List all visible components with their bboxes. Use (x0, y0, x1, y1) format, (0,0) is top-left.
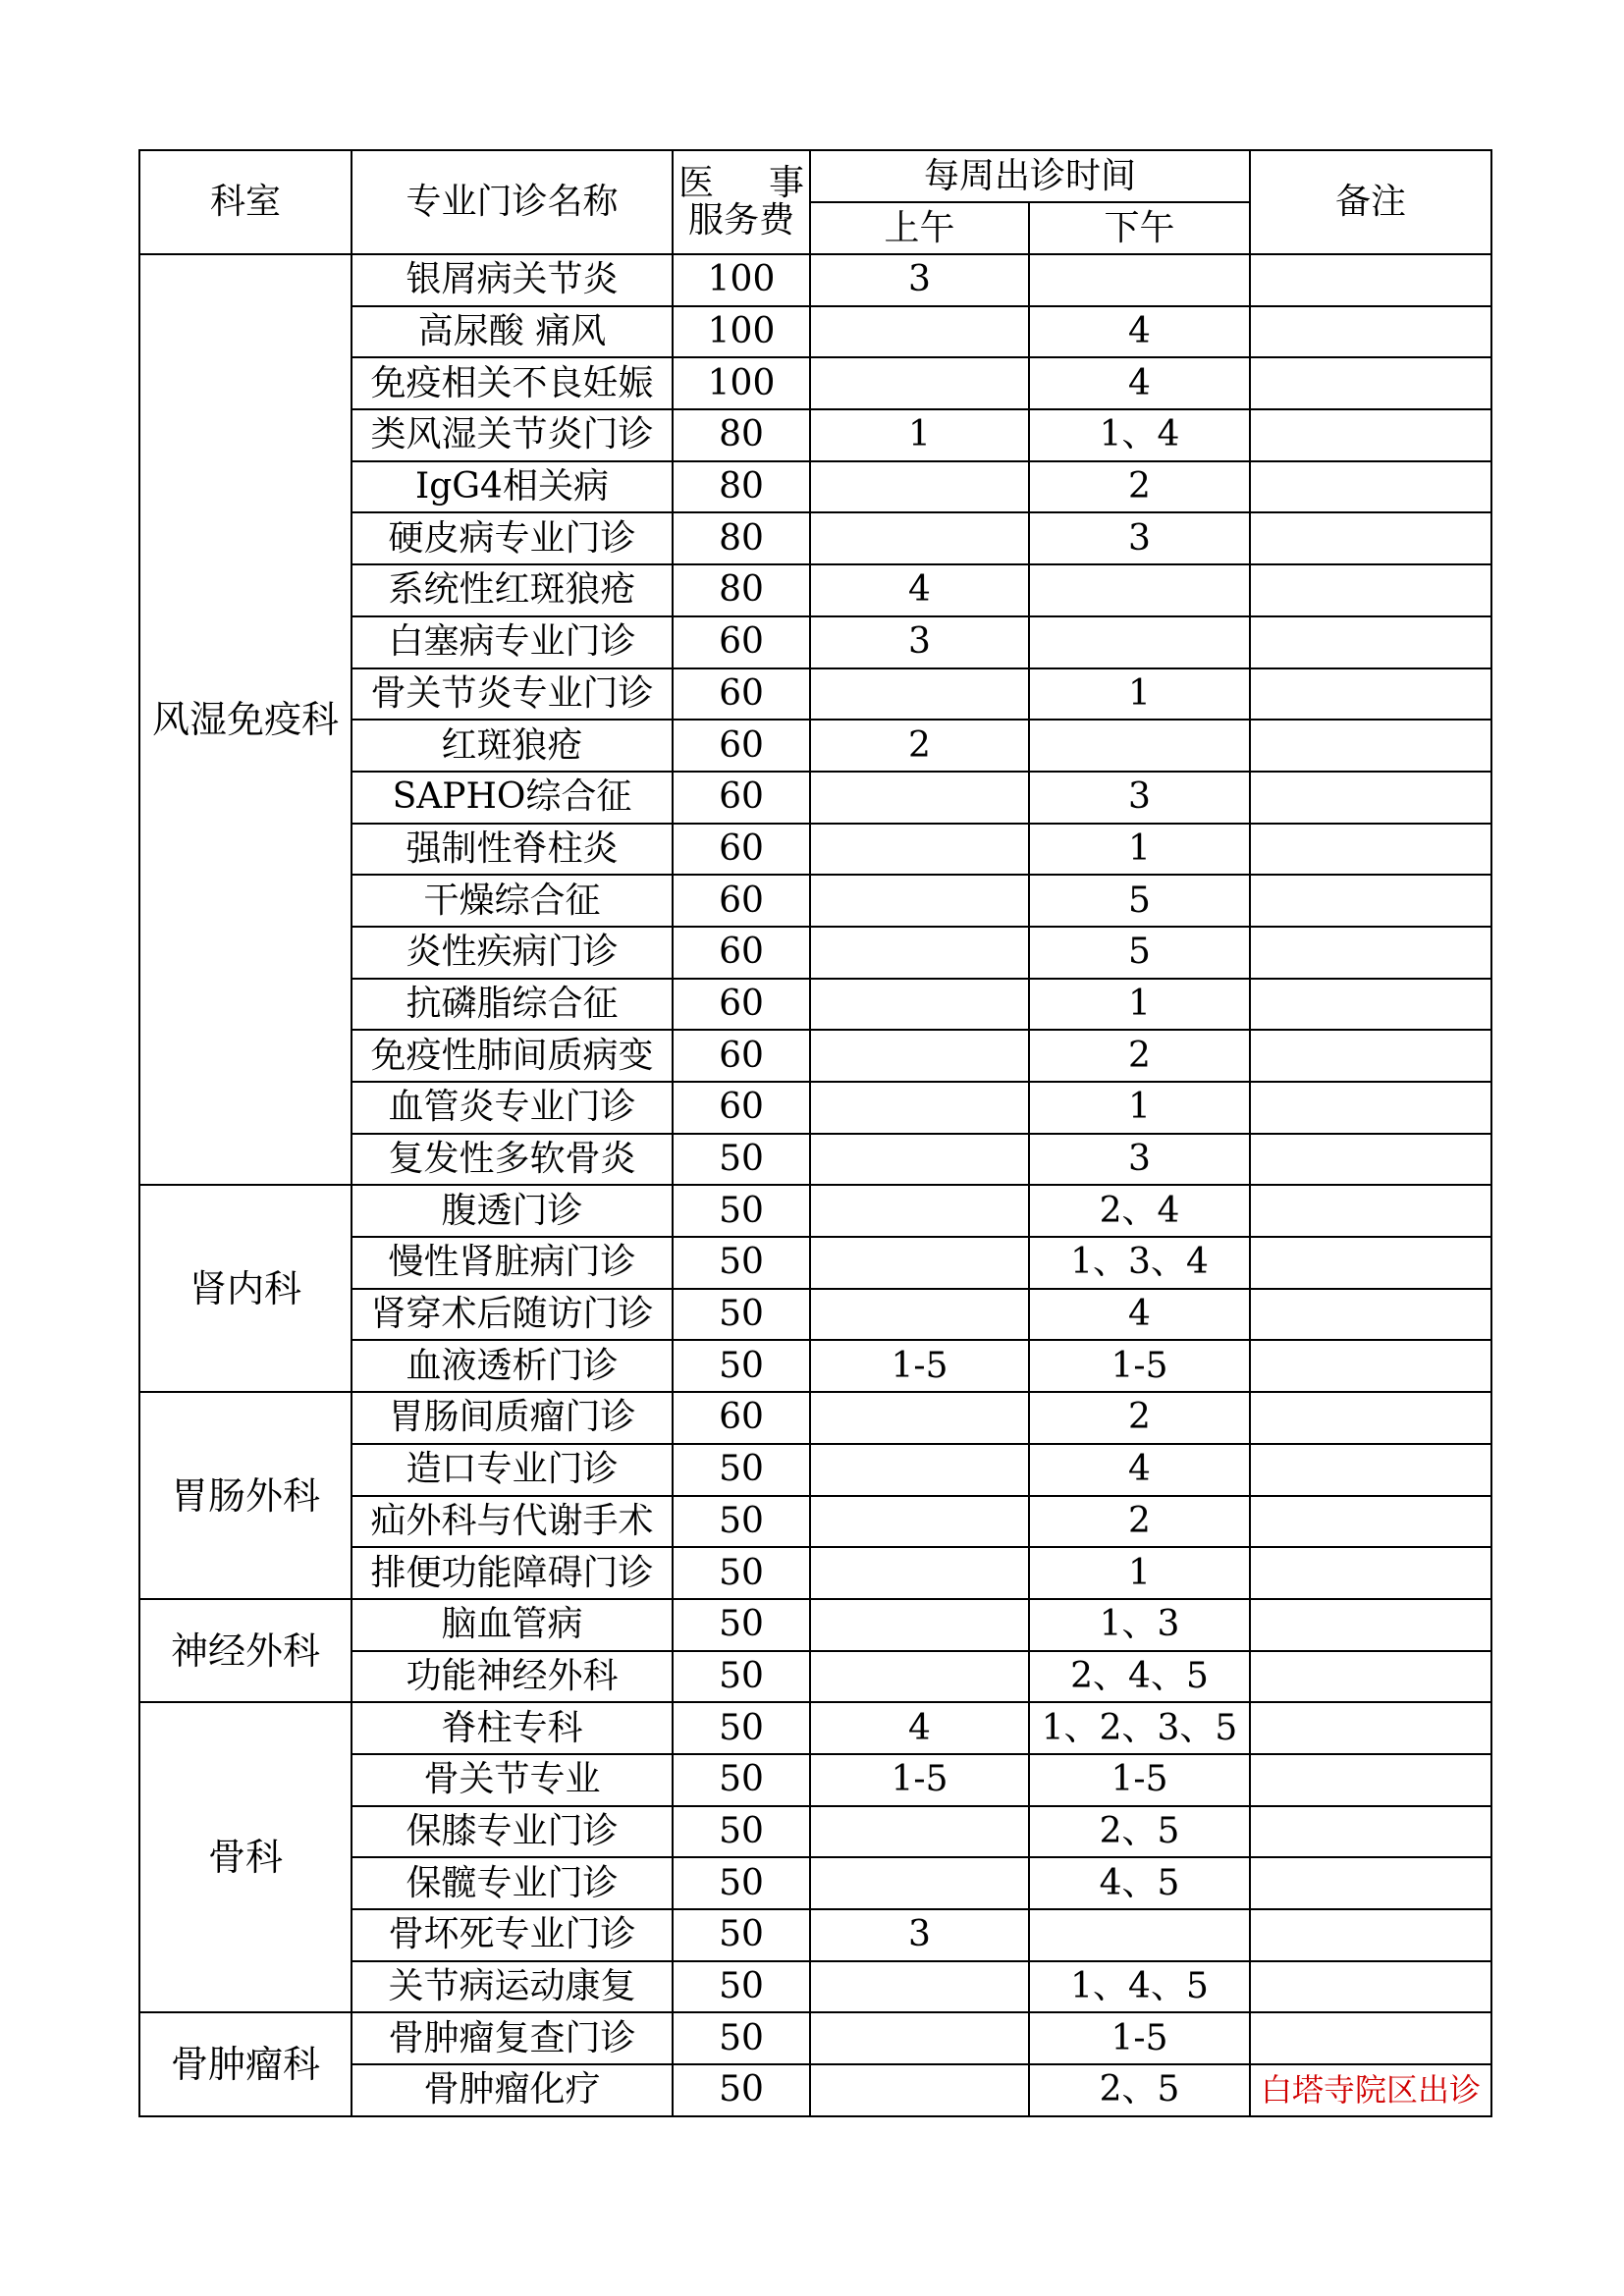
clinic-name: 免疫性肺间质病变 (352, 1030, 673, 1082)
morning-schedule (810, 1030, 1029, 1082)
service-fee: 60 (673, 875, 810, 927)
afternoon-schedule: 1 (1029, 1547, 1250, 1599)
note (1250, 1857, 1491, 1909)
afternoon-schedule (1029, 254, 1250, 306)
morning-schedule (810, 1134, 1029, 1186)
header-service-fee (673, 150, 810, 254)
note (1250, 357, 1491, 409)
clinic-name: 脑血管病 (352, 1599, 673, 1651)
service-fee: 50 (673, 1134, 810, 1186)
clinic-name: 功能神经外科 (352, 1651, 673, 1703)
morning-schedule: 4 (810, 564, 1029, 616)
note (1250, 1599, 1491, 1651)
morning-schedule (810, 1857, 1029, 1909)
note (1250, 824, 1491, 876)
afternoon-schedule: 1 (1029, 824, 1250, 876)
afternoon-schedule: 1-5 (1029, 2012, 1250, 2064)
clinic-name: 抗磷脂综合征 (352, 979, 673, 1031)
note (1250, 668, 1491, 721)
department-name: 胃肠外科 (139, 1392, 352, 1599)
service-fee: 80 (673, 461, 810, 513)
morning-schedule (810, 306, 1029, 358)
note (1250, 306, 1491, 358)
note (1250, 254, 1491, 306)
morning-schedule (810, 927, 1029, 979)
afternoon-schedule: 1-5 (1029, 1754, 1250, 1806)
note (1250, 2012, 1491, 2064)
department-name: 肾内科 (139, 1185, 352, 1392)
department-name: 风湿免疫科 (139, 254, 352, 1185)
clinic-name: 红斑狼疮 (352, 720, 673, 772)
header-afternoon: 下午 (1029, 202, 1250, 254)
service-fee: 50 (673, 1340, 810, 1392)
service-fee: 60 (673, 1082, 810, 1134)
note (1250, 1030, 1491, 1082)
note (1250, 1909, 1491, 1961)
afternoon-schedule (1029, 720, 1250, 772)
morning-schedule (810, 979, 1029, 1031)
clinic-name: 高尿酸 痛风 (352, 306, 673, 358)
service-fee: 50 (673, 1496, 810, 1548)
note (1250, 1444, 1491, 1496)
clinic-name: 血液透析门诊 (352, 1340, 673, 1392)
service-fee: 80 (673, 512, 810, 564)
note (1250, 720, 1491, 772)
afternoon-schedule: 2 (1029, 1030, 1250, 1082)
afternoon-schedule: 2、5 (1029, 2064, 1250, 2116)
header-dept: 科室 (139, 150, 352, 254)
afternoon-schedule: 1 (1029, 1082, 1250, 1134)
clinic-schedule-table (138, 149, 1492, 2117)
table-row (139, 254, 1491, 306)
morning-schedule: 3 (810, 1909, 1029, 1961)
header-fee-line-2: 服务费 (687, 200, 794, 240)
clinic-name: 骨肿瘤化疗 (352, 2064, 673, 2116)
morning-schedule (810, 772, 1029, 824)
service-fee: 60 (673, 616, 810, 668)
note (1250, 1651, 1491, 1703)
morning-schedule (810, 1961, 1029, 2013)
service-fee: 50 (673, 1444, 810, 1496)
note (1250, 1237, 1491, 1289)
clinic-name: 保膝专业门诊 (352, 1806, 673, 1858)
note (1250, 1185, 1491, 1237)
note (1250, 1082, 1491, 1134)
note (1250, 1702, 1491, 1754)
table-row (139, 2012, 1491, 2064)
afternoon-schedule (1029, 616, 1250, 668)
afternoon-schedule: 1、3 (1029, 1599, 1250, 1651)
morning-schedule (810, 1082, 1029, 1134)
service-fee: 60 (673, 1392, 810, 1444)
morning-schedule (810, 1806, 1029, 1858)
morning-schedule (810, 461, 1029, 513)
afternoon-schedule: 1、3、4 (1029, 1237, 1250, 1289)
service-fee: 50 (673, 1961, 810, 2013)
afternoon-schedule: 1-5 (1029, 1340, 1250, 1392)
morning-schedule: 3 (810, 616, 1029, 668)
afternoon-schedule: 4 (1029, 1444, 1250, 1496)
afternoon-schedule: 2、4 (1029, 1185, 1250, 1237)
morning-schedule (810, 357, 1029, 409)
table-header (139, 150, 1491, 254)
header-fee-char-1: 医 (677, 163, 714, 204)
morning-schedule (810, 668, 1029, 721)
note (1250, 1496, 1491, 1548)
service-fee: 60 (673, 1030, 810, 1082)
service-fee: 50 (673, 2012, 810, 2064)
clinic-name: 银屑病关节炎 (352, 254, 673, 306)
clinic-name: 炎性疾病门诊 (352, 927, 673, 979)
service-fee: 80 (673, 409, 810, 461)
afternoon-schedule: 2 (1029, 1496, 1250, 1548)
note (1250, 564, 1491, 616)
note (1250, 875, 1491, 927)
afternoon-schedule: 4 (1029, 1289, 1250, 1341)
clinic-name: 强制性脊柱炎 (352, 824, 673, 876)
morning-schedule (810, 1185, 1029, 1237)
clinic-name: 慢性肾脏病门诊 (352, 1237, 673, 1289)
afternoon-schedule: 1、2、3、5 (1029, 1702, 1250, 1754)
afternoon-schedule: 2、4、5 (1029, 1651, 1250, 1703)
clinic-name: 骨坏死专业门诊 (352, 1909, 673, 1961)
clinic-name: 腹透门诊 (352, 1185, 673, 1237)
clinic-name: SAPHO综合征 (352, 772, 673, 824)
clinic-name: 系统性红斑狼疮 (352, 564, 673, 616)
afternoon-schedule: 2、5 (1029, 1806, 1250, 1858)
table-row (139, 1392, 1491, 1444)
service-fee: 50 (673, 2064, 810, 2116)
afternoon-schedule: 2 (1029, 461, 1250, 513)
morning-schedule: 1-5 (810, 1340, 1029, 1392)
afternoon-schedule: 1 (1029, 979, 1250, 1031)
clinic-name: 脊柱专科 (352, 1702, 673, 1754)
morning-schedule (810, 824, 1029, 876)
note (1250, 1392, 1491, 1444)
morning-schedule: 1 (810, 409, 1029, 461)
department-name: 骨肿瘤科 (139, 2012, 352, 2115)
morning-schedule (810, 875, 1029, 927)
afternoon-schedule: 2 (1029, 1392, 1250, 1444)
clinic-name: 骨关节炎专业门诊 (352, 668, 673, 721)
clinic-name: 类风湿关节炎门诊 (352, 409, 673, 461)
service-fee: 50 (673, 1289, 810, 1341)
department-name: 神经外科 (139, 1599, 352, 1702)
department-name: 骨科 (139, 1702, 352, 2012)
clinic-name: 复发性多软骨炎 (352, 1134, 673, 1186)
clinic-name: 疝外科与代谢手术 (352, 1496, 673, 1548)
service-fee: 60 (673, 720, 810, 772)
clinic-name: 干燥综合征 (352, 875, 673, 927)
afternoon-schedule: 4、5 (1029, 1857, 1250, 1909)
afternoon-schedule: 1 (1029, 668, 1250, 721)
note (1250, 1547, 1491, 1599)
clinic-name: 保髋专业门诊 (352, 1857, 673, 1909)
morning-schedule: 4 (810, 1702, 1029, 1754)
morning-schedule (810, 1289, 1029, 1341)
service-fee: 50 (673, 1651, 810, 1703)
service-fee: 50 (673, 1547, 810, 1599)
morning-schedule: 2 (810, 720, 1029, 772)
table-body (139, 254, 1491, 2116)
morning-schedule (810, 1444, 1029, 1496)
afternoon-schedule (1029, 1909, 1250, 1961)
service-fee: 100 (673, 254, 810, 306)
clinic-name: 胃肠间质瘤门诊 (352, 1392, 673, 1444)
header-weekly-schedule: 每周出诊时间 (810, 150, 1250, 202)
service-fee: 60 (673, 927, 810, 979)
table-row (139, 1185, 1491, 1237)
service-fee: 60 (673, 772, 810, 824)
service-fee: 50 (673, 1237, 810, 1289)
service-fee: 80 (673, 564, 810, 616)
afternoon-schedule: 1、4、5 (1029, 1961, 1250, 2013)
morning-schedule: 3 (810, 254, 1029, 306)
header-morning: 上午 (810, 202, 1029, 254)
note (1250, 1806, 1491, 1858)
table-row (139, 1599, 1491, 1651)
service-fee: 100 (673, 306, 810, 358)
afternoon-schedule: 1、4 (1029, 409, 1250, 461)
morning-schedule (810, 2012, 1029, 2064)
afternoon-schedule: 4 (1029, 306, 1250, 358)
note (1250, 1754, 1491, 1806)
service-fee: 50 (673, 1806, 810, 1858)
morning-schedule (810, 1392, 1029, 1444)
afternoon-schedule: 3 (1029, 1134, 1250, 1186)
morning-schedule (810, 1599, 1029, 1651)
morning-schedule (810, 1496, 1029, 1548)
service-fee: 50 (673, 1702, 810, 1754)
clinic-name: 血管炎专业门诊 (352, 1082, 673, 1134)
table-row (139, 1702, 1491, 1754)
note (1250, 1289, 1491, 1341)
service-fee: 50 (673, 1599, 810, 1651)
afternoon-schedule: 5 (1029, 927, 1250, 979)
clinic-name: 硬皮病专业门诊 (352, 512, 673, 564)
note (1250, 772, 1491, 824)
note (1250, 1340, 1491, 1392)
service-fee: 60 (673, 979, 810, 1031)
service-fee: 50 (673, 1754, 810, 1806)
clinic-name: 造口专业门诊 (352, 1444, 673, 1496)
clinic-name: IgG4相关病 (352, 461, 673, 513)
header-note: 备注 (1250, 150, 1491, 254)
note: 白塔寺院区出诊 (1250, 2064, 1491, 2116)
clinic-name: 关节病运动康复 (352, 1961, 673, 2013)
afternoon-schedule: 4 (1029, 357, 1250, 409)
morning-schedule (810, 1237, 1029, 1289)
note (1250, 1961, 1491, 2013)
note (1250, 461, 1491, 513)
service-fee: 60 (673, 668, 810, 721)
clinic-name: 骨肿瘤复查门诊 (352, 2012, 673, 2064)
morning-schedule (810, 2064, 1029, 2116)
service-fee: 60 (673, 824, 810, 876)
morning-schedule (810, 1547, 1029, 1599)
note (1250, 512, 1491, 564)
morning-schedule (810, 512, 1029, 564)
note (1250, 1134, 1491, 1186)
morning-schedule (810, 1651, 1029, 1703)
service-fee: 100 (673, 357, 810, 409)
morning-schedule: 1-5 (810, 1754, 1029, 1806)
afternoon-schedule: 5 (1029, 875, 1250, 927)
note (1250, 409, 1491, 461)
service-fee: 50 (673, 1185, 810, 1237)
clinic-name: 排便功能障碍门诊 (352, 1547, 673, 1599)
service-fee: 50 (673, 1857, 810, 1909)
clinic-name: 肾穿术后随访门诊 (352, 1289, 673, 1341)
header-clinic-name: 专业门诊名称 (352, 150, 673, 254)
note (1250, 979, 1491, 1031)
afternoon-schedule: 3 (1029, 512, 1250, 564)
note (1250, 616, 1491, 668)
header-fee-char-2: 事 (769, 163, 805, 204)
note (1250, 927, 1491, 979)
afternoon-schedule (1029, 564, 1250, 616)
afternoon-schedule: 3 (1029, 772, 1250, 824)
clinic-name: 免疫相关不良妊娠 (352, 357, 673, 409)
clinic-name: 骨关节专业 (352, 1754, 673, 1806)
clinic-name: 白塞病专业门诊 (352, 616, 673, 668)
service-fee: 50 (673, 1909, 810, 1961)
